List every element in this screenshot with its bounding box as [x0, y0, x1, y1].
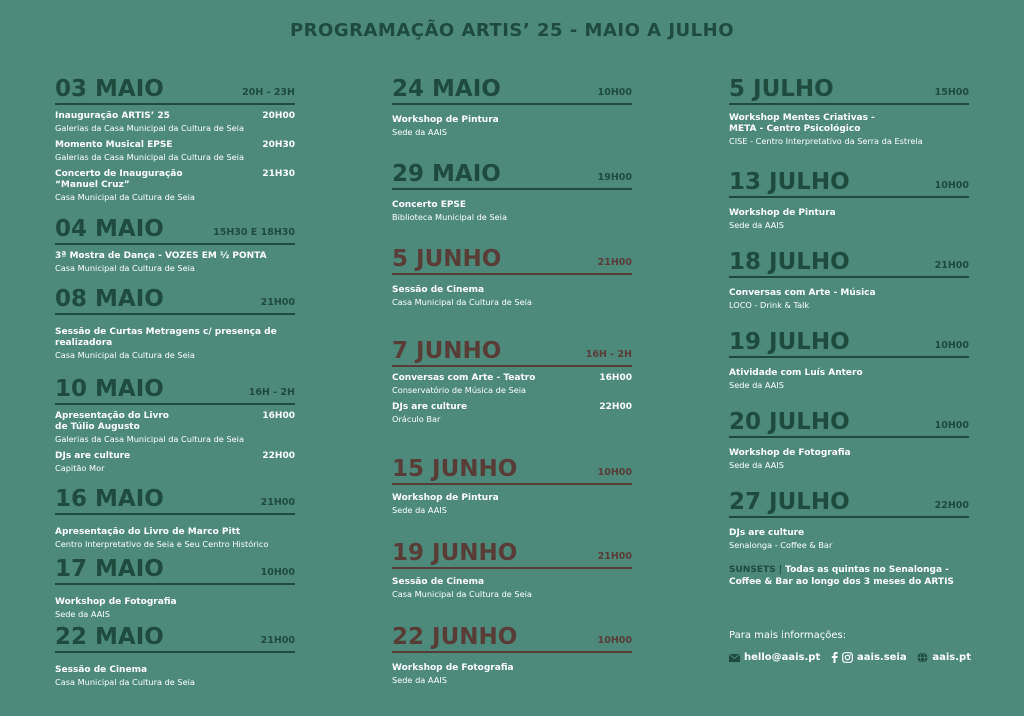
- event-title: Workshop de Fotografia: [392, 663, 514, 673]
- event-time: 16H00: [262, 411, 295, 421]
- date-heading: 17 MAIO: [55, 556, 164, 582]
- event-item: [729, 368, 969, 391]
- date-heading: 7 JUNHO: [392, 338, 502, 364]
- date-heading: 16 MAIO: [55, 486, 164, 512]
- date-block: [392, 452, 632, 516]
- date-block: [729, 165, 969, 231]
- event-title: Concerto EPSE: [392, 200, 467, 210]
- event-place: Oráculo Bar: [392, 414, 441, 424]
- event-item: [55, 665, 295, 688]
- sunsets-label: SUNSETS |: [729, 565, 782, 575]
- event-title: DJs are culture: [729, 528, 805, 538]
- mail-icon: [729, 654, 740, 662]
- date-heading: 10 MAIO: [55, 376, 164, 402]
- event-time: 21H30: [262, 169, 295, 179]
- email-text: hello@aais.pt: [744, 652, 821, 663]
- event-item: [729, 113, 969, 147]
- event-place: Conservatório de Música de Seia: [392, 385, 527, 395]
- event-title: Apresentação do Livro de Marco Pitt: [55, 527, 241, 537]
- date-heading: 5 JUNHO: [392, 246, 502, 272]
- event-item: [55, 327, 295, 361]
- date-block: [55, 620, 295, 688]
- date-time: 21H00: [260, 497, 295, 508]
- date-heading: 08 MAIO: [55, 286, 164, 312]
- event-place: Capitão Mor: [55, 463, 105, 473]
- date-block: [729, 485, 969, 551]
- event-item: [392, 493, 632, 516]
- event-place: Senalonga - Coffee & Bar: [729, 540, 833, 550]
- date-heading: 24 MAIO: [392, 76, 501, 102]
- event-title: Workshop Mentes Criativas - META - Centro Psicológico: [729, 113, 875, 134]
- date-time: 21H00: [934, 260, 969, 271]
- date-time: 10H00: [934, 180, 969, 191]
- event-place: Casa Municipal da Cultura de Seia: [55, 192, 195, 202]
- date-heading: 19 JUNHO: [392, 540, 518, 566]
- date-time: 10H00: [597, 87, 632, 98]
- date-block: [392, 536, 632, 600]
- date-time: 21H00: [260, 297, 295, 308]
- event-item: [55, 527, 295, 550]
- date-time: 10H00: [597, 467, 632, 478]
- date-block: [55, 552, 295, 620]
- event-title: Conversas com Arte - Música: [729, 288, 876, 298]
- date-time: 22H00: [934, 500, 969, 511]
- event-place: Sede da AAIS: [729, 460, 784, 470]
- event-item: [55, 111, 295, 134]
- date-time: 20H - 23H: [242, 87, 295, 98]
- event-title: Sessão de Cinema: [55, 665, 148, 675]
- sunsets-text: Todas as quintas no Senalonga - Coffee & Bar ao longo dos 3 meses do ARTIS: [729, 565, 954, 587]
- event-place: Biblioteca Municipal de Seia: [392, 212, 507, 222]
- sunsets-note: [729, 564, 977, 588]
- event-item: [729, 208, 969, 231]
- event-time: 20H00: [262, 111, 295, 121]
- event-title: Workshop de Fotografia: [55, 597, 177, 607]
- event-title: DJs are culture: [392, 402, 468, 412]
- event-place: Casa Municipal da Cultura de Seia: [55, 350, 195, 360]
- date-heading: 04 MAIO: [55, 216, 164, 242]
- date-heading: 03 MAIO: [55, 76, 164, 102]
- date-block: [55, 372, 295, 474]
- event-time: 22H00: [599, 402, 632, 412]
- web-text: aais.pt: [932, 652, 971, 663]
- event-item: [392, 402, 632, 425]
- date-time: 10H00: [934, 340, 969, 351]
- event-title: Workshop de Pintura: [392, 115, 499, 125]
- event-place: Sede da AAIS: [729, 380, 784, 390]
- date-block: [729, 245, 969, 311]
- date-time: 10H00: [597, 635, 632, 646]
- date-time: 10H00: [260, 567, 295, 578]
- event-title: Workshop de Pintura: [392, 493, 499, 503]
- date-heading: 20 JULHO: [729, 409, 850, 435]
- event-title: Apresentação do Livro de Túlio Augusto: [55, 411, 169, 432]
- event-place: Centro Interpretativo de Seia e Seu Centro Histórico: [55, 539, 269, 549]
- facebook-icon: [831, 652, 838, 663]
- page-title: PROGRAMAÇÃO ARTIS’ 25 - MAIO A JULHO: [289, 20, 734, 41]
- globe-icon: [917, 652, 928, 663]
- date-heading: 18 JULHO: [729, 249, 850, 275]
- date-block: [55, 72, 295, 203]
- date-heading: 13 JULHO: [729, 169, 850, 195]
- event-title: Sessão de Curtas Metragens c/ presença de realizadora: [55, 327, 277, 348]
- date-time: 21H00: [597, 551, 632, 562]
- date-heading: 19 JULHO: [729, 329, 850, 355]
- event-title: Conversas com Arte - Teatro: [392, 373, 536, 383]
- event-time: 22H00: [262, 451, 295, 461]
- contact-web[interactable]: [917, 652, 971, 663]
- event-item: [55, 411, 295, 445]
- event-item: [55, 597, 295, 620]
- date-heading: 22 MAIO: [55, 624, 164, 650]
- contact-social[interactable]: [831, 652, 907, 663]
- event-item: [392, 285, 632, 308]
- event-place: LOCO - Drink & Talk: [729, 300, 810, 310]
- date-block: [729, 405, 969, 471]
- date-block: [55, 482, 295, 550]
- event-place: Casa Municipal da Cultura de Seia: [55, 263, 195, 273]
- date-block: [55, 282, 295, 361]
- date-heading: 27 JULHO: [729, 489, 850, 515]
- date-block: [392, 157, 632, 223]
- event-place: Galerias da Casa Municipal da Cultura de Seia: [55, 152, 244, 162]
- contacts-row: [729, 652, 971, 663]
- date-time: 10H00: [934, 420, 969, 431]
- event-title: Inauguração ARTIS’ 25: [55, 111, 170, 121]
- event-title: Workshop de Fotografia: [729, 448, 851, 458]
- date-block: [729, 325, 969, 391]
- event-place: Casa Municipal da Cultura de Seia: [392, 589, 532, 599]
- event-place: Sede da AAIS: [392, 505, 447, 515]
- event-item: [392, 115, 632, 138]
- event-item: [392, 663, 632, 686]
- instagram-icon: [842, 652, 853, 663]
- event-title: 3ª Mostra de Dança - VOZES EM ½ PONTA: [55, 251, 267, 261]
- date-time: 15H30 E 18H30: [213, 227, 295, 238]
- event-item: [55, 251, 295, 274]
- event-place: Sede da AAIS: [392, 127, 447, 137]
- event-item: [55, 140, 295, 163]
- event-place: Casa Municipal da Cultura de Seia: [55, 677, 195, 687]
- date-block: [392, 334, 632, 425]
- event-title: Momento Musical EPSE: [55, 140, 173, 150]
- event-place: Galerias da Casa Municipal da Cultura de Seia: [55, 434, 244, 444]
- event-title: Workshop de Pintura: [729, 208, 836, 218]
- event-title: Sessão de Cinema: [392, 285, 485, 295]
- event-place: CISE - Centro Interpretativo da Serra da Estrela: [729, 136, 923, 146]
- event-item: [55, 169, 295, 203]
- event-item: [55, 451, 295, 474]
- event-place: Sede da AAIS: [55, 609, 110, 619]
- date-time: 15H00: [934, 87, 969, 98]
- event-title: Atividade com Luís Antero: [729, 368, 863, 378]
- event-item: [729, 288, 969, 311]
- event-time: 20H30: [262, 140, 295, 150]
- info-label: Para mais informações:: [729, 630, 847, 641]
- event-item: [392, 200, 632, 223]
- date-time: 19H00: [597, 172, 632, 183]
- event-item: [729, 528, 969, 551]
- event-place: Casa Municipal da Cultura de Seia: [392, 297, 532, 307]
- event-title: Sessão de Cinema: [392, 577, 485, 587]
- event-title: Concerto de Inauguração “Manuel Cruz”: [55, 169, 183, 190]
- date-time: 16H - 2H: [248, 387, 295, 398]
- date-block: [392, 72, 632, 138]
- event-time: 16H00: [599, 373, 632, 383]
- date-block: [392, 620, 632, 686]
- event-item: [729, 448, 969, 471]
- event-place: Sede da AAIS: [392, 675, 447, 685]
- date-heading: 22 JUNHO: [392, 624, 518, 650]
- date-block: [729, 72, 969, 147]
- event-item: [392, 577, 632, 600]
- date-heading: 15 JUNHO: [392, 456, 518, 482]
- date-time: 16H - 2H: [585, 349, 632, 360]
- date-time: 21H00: [597, 257, 632, 268]
- date-block: [392, 242, 632, 308]
- event-title: DJs are culture: [55, 451, 131, 461]
- event-item: [392, 373, 632, 396]
- date-block: [55, 212, 295, 274]
- contact-email[interactable]: [729, 652, 820, 663]
- date-time: 21H00: [260, 635, 295, 646]
- date-heading: 5 JULHO: [729, 76, 834, 102]
- event-place: Galerias da Casa Municipal da Cultura de Seia: [55, 123, 244, 133]
- social-text: aais.seia: [857, 652, 907, 663]
- date-heading: 29 MAIO: [392, 161, 501, 187]
- event-place: Sede da AAIS: [729, 220, 784, 230]
